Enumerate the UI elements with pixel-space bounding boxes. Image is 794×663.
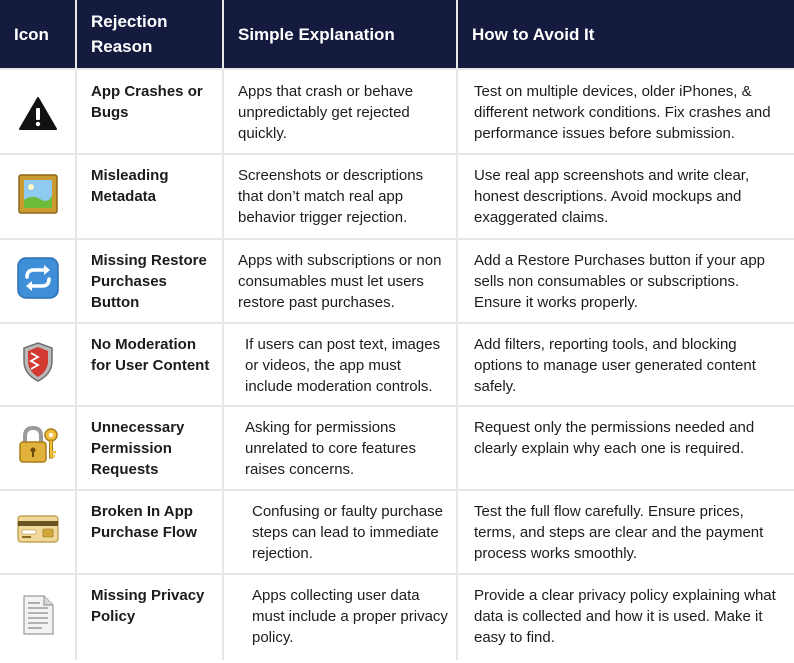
table-row [0, 574, 794, 660]
header-simple-explanation: Simple Explanation [223, 0, 457, 69]
simple-explanation: Confusing or faulty purchase steps can lead to immediate rejection. [223, 490, 457, 574]
how-to-avoid: Request only the permissions needed and clearly explain why each one is required. [457, 406, 794, 490]
icon-cell [0, 69, 76, 154]
credit-card-icon [17, 515, 59, 543]
document-icon [20, 594, 56, 636]
rejection-reason: No Moderation for User Content [76, 323, 223, 406]
simple-explanation: Apps with subscriptions or non consumables must let users restore past purchases. [223, 239, 457, 323]
rejection-reason: Missing Privacy Policy [76, 574, 223, 660]
icon-cell [0, 323, 76, 406]
lock-with-key-icon [17, 425, 59, 465]
table-row [0, 239, 794, 323]
shield-icon [21, 341, 55, 383]
table-row [0, 406, 794, 490]
simple-explanation: If users can post text, images or videos, the app must include moderation controls. [223, 323, 457, 406]
header-how-to-avoid: How to Avoid It [457, 0, 794, 69]
rejection-reason: Broken In App Purchase Flow [76, 490, 223, 574]
warning-icon [18, 96, 58, 132]
icon-cell [0, 239, 76, 323]
icon-cell [0, 406, 76, 490]
icon-cell [0, 574, 76, 660]
icon-cell [0, 490, 76, 574]
header-icon: Icon [0, 0, 76, 69]
table-row [0, 490, 794, 574]
simple-explanation: Apps collecting user data must include a proper privacy policy. [223, 574, 457, 660]
rejection-reason: Missing Restore Purchases Button [76, 239, 223, 323]
rejection-reason: App Crashes or Bugs [76, 69, 223, 154]
table-row [0, 154, 794, 239]
icon-cell [0, 154, 76, 239]
simple-explanation: Apps that crash or behave unpredictably get rejected quickly. [223, 69, 457, 154]
how-to-avoid: Use real app screenshots and write clear, honest descriptions. Avoid mockups and exaggerated claims. [457, 154, 794, 239]
repeat-arrows-icon [17, 257, 59, 299]
how-to-avoid: Test the full flow carefully. Ensure prices, terms, and steps are clear and the payment process works smoothly. [457, 490, 794, 574]
table-row [0, 323, 794, 406]
header-row [0, 0, 794, 69]
simple-explanation: Screenshots or descriptions that don’t match real app behavior trigger rejection. [223, 154, 457, 239]
how-to-avoid: Provide a clear privacy policy explaining what data is collected and how it is used. Make it easy to find. [457, 574, 794, 660]
how-to-avoid: Test on multiple devices, older iPhones, & different network conditions. Fix crashes and performance issues before submission. [457, 69, 794, 154]
how-to-avoid: Add a Restore Purchases button if your app sells non consumables or subscriptions. Ensure it works properly. [457, 239, 794, 323]
table-header [0, 0, 794, 69]
simple-explanation: Asking for permissions unrelated to core features raises concerns. [223, 406, 457, 490]
how-to-avoid: Add filters, reporting tools, and blocking options to manage user generated content safely. [457, 323, 794, 406]
rejection-reason: Unnecessary Permission Requests [76, 406, 223, 490]
header-rejection-reason: Rejection Reason [76, 0, 223, 69]
framed-picture-icon [18, 174, 58, 214]
table-row [0, 69, 794, 154]
table-body [0, 69, 794, 660]
rejection-reason: Misleading Metadata [76, 154, 223, 239]
